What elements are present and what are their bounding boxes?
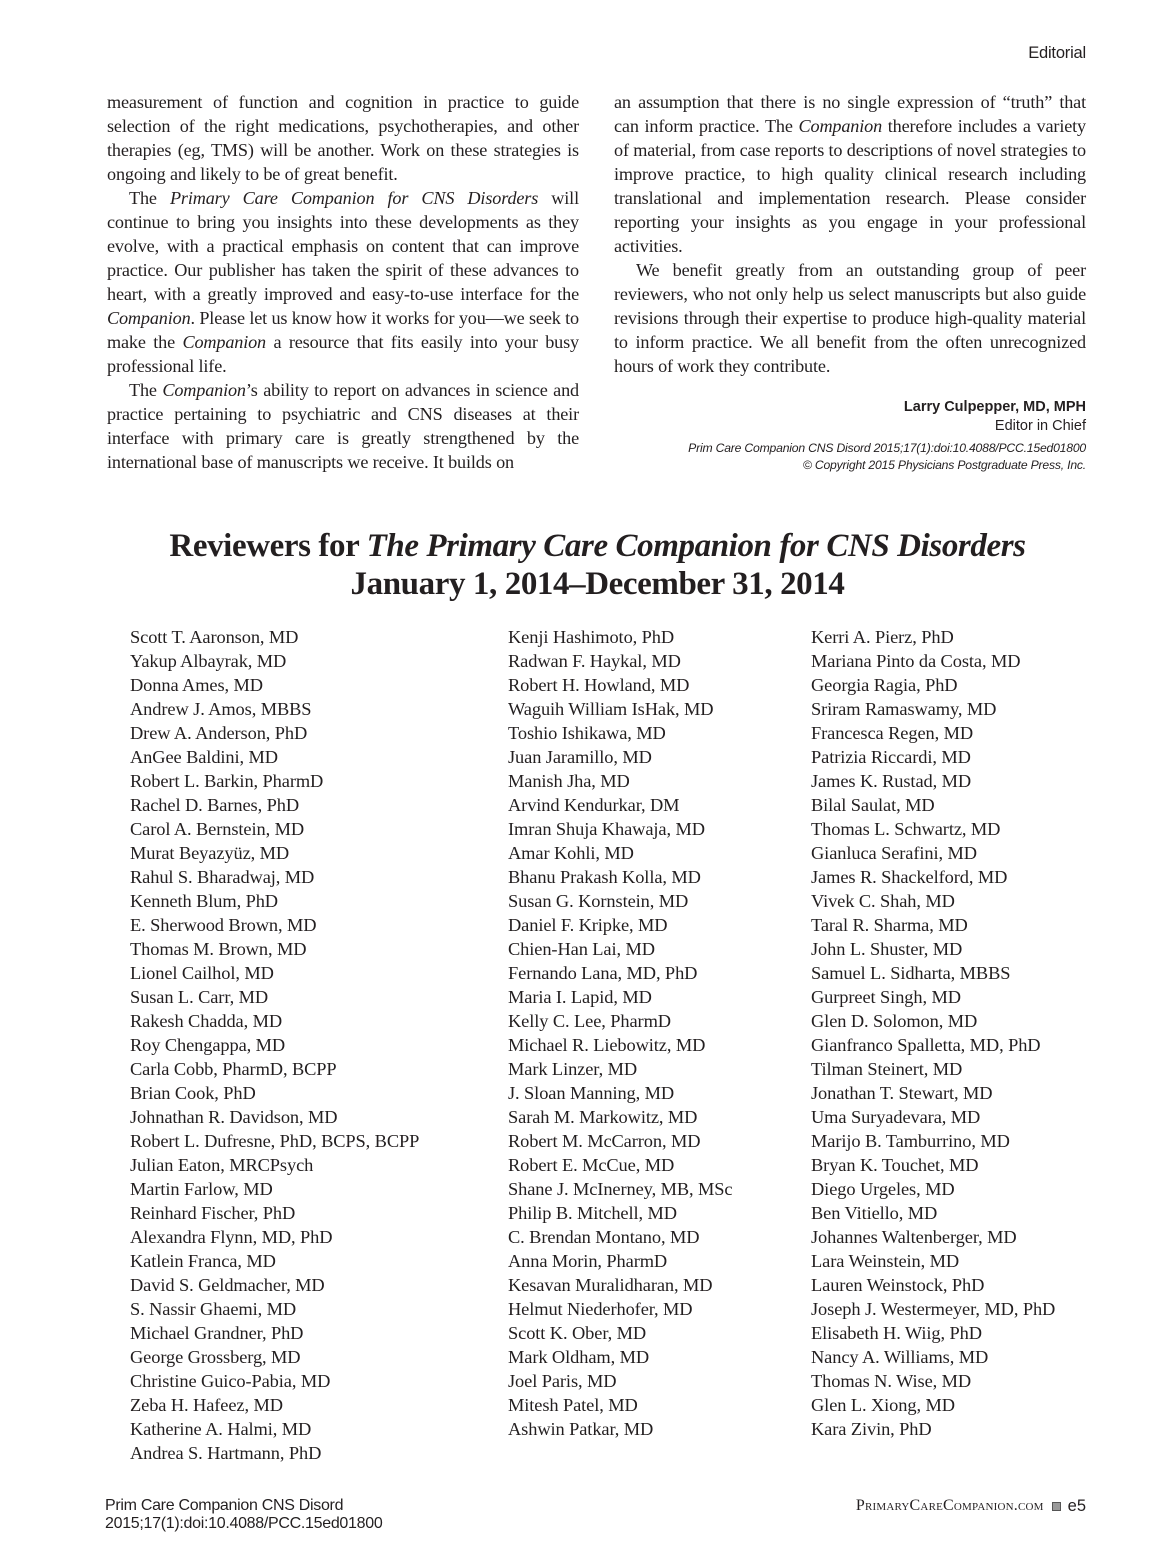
reviewer-name: Ashwin Patkar, MD <box>508 1419 654 1439</box>
reviewer-name: Helmut Niederhofer, MD <box>508 1299 693 1319</box>
reviewer-name: Sarah M. Markowitz, MD <box>508 1107 698 1127</box>
reviewer-name: Rahul S. Bharadwaj, MD <box>130 867 315 887</box>
reviewer-name: Joel Paris, MD <box>508 1371 617 1391</box>
reviewer-name: George Grossberg, MD <box>130 1347 301 1367</box>
reviewer-name: Bryan K. Touchet, MD <box>811 1155 979 1175</box>
reviewer-name: Imran Shuja Khawaja, MD <box>508 819 705 839</box>
reviewer-name: Lara Weinstein, MD <box>811 1251 960 1271</box>
reviewer-name: Georgia Ragia, PhD <box>811 675 958 695</box>
reviewer-name: Robert E. McCue, MD <box>508 1155 675 1175</box>
reviewer-name: James R. Shackelford, MD <box>811 867 1008 887</box>
reviewer-name: S. Nassir Ghaemi, MD <box>130 1299 297 1319</box>
reviewer-name: Vivek C. Shah, MD <box>811 891 955 911</box>
reviewers-heading <box>0 527 1170 603</box>
italic-text: Companion <box>798 116 883 136</box>
reviewer-name: Michael R. Liebowitz, MD <box>508 1035 706 1055</box>
footer-site-page <box>856 1497 1086 1515</box>
reviewer-name: Arvind Kendurkar, DM <box>508 795 680 815</box>
reviewer-name: Kerri A. Pierz, PhD <box>811 627 954 647</box>
reviewer-name: Gianfranco Spalletta, MD, PhD <box>811 1035 1041 1055</box>
reviewer-name: Tilman Steinert, MD <box>811 1059 963 1079</box>
reviewers-title-prefix: Reviewers for <box>169 528 367 564</box>
text-run: therefore includes a variety of material, from case reports to descriptions of novel strategies to improve practice, to high quality clinical research including translational and implementation research. Please consider reporting your insights as you engage in your professional activities. <box>614 116 1086 256</box>
reviewer-name: J. Sloan Manning, MD <box>508 1083 675 1103</box>
reviewer-name: Mark Linzer, MD <box>508 1059 638 1079</box>
italic-text: Companion <box>107 308 191 328</box>
reviewer-name: Christine Guico-Pabia, MD <box>130 1371 331 1391</box>
reviewer-name: Martin Farlow, MD <box>130 1179 273 1199</box>
reviewer-name: Philip B. Mitchell, MD <box>508 1203 677 1223</box>
text-run: an assumption that there is no single expression of “truth” that can inform practice. The <box>614 92 1086 136</box>
footer-citation <box>105 1497 382 1533</box>
journal-title: The Primary Care Companion for CNS Disorders <box>366 528 1026 564</box>
reviewer-name: Alexandra Flynn, MD, PhD <box>130 1227 333 1247</box>
reviewer-name: Maria I. Lapid, MD <box>508 987 652 1007</box>
reviewer-name: Katherine A. Halmi, MD <box>130 1419 312 1439</box>
editorial-signoff <box>688 398 1086 474</box>
reviewer-name: Roy Chengappa, MD <box>130 1035 286 1055</box>
reviewer-name: Chien-Han Lai, MD <box>508 939 655 959</box>
reviewer-name: Rachel D. Barnes, PhD <box>130 795 300 815</box>
reviewer-name: Drew A. Anderson, PhD <box>130 723 308 743</box>
reviewer-name: Glen D. Solomon, MD <box>811 1011 978 1031</box>
reviewer-name: Gurpreet Singh, MD <box>811 987 961 1007</box>
text-run: The <box>129 188 170 208</box>
text-run: We benefit greatly from an outstanding group of peer reviewers, who not only help us select manuscripts but also guide revisions through their expertise to produce high-quality material to inform practice. We all benefit from the often unrecognized hours of work they contribute. <box>614 260 1086 376</box>
reviewer-name: Reinhard Fischer, PhD <box>130 1203 296 1223</box>
reviewer-name: Ben Vitiello, MD <box>811 1203 938 1223</box>
author-name: Larry Culpepper, MD, MPH <box>903 399 1086 415</box>
reviewer-name: Johannes Waltenberger, MD <box>811 1227 1017 1247</box>
reviewer-name: Mariana Pinto da Costa, MD <box>811 651 1021 671</box>
footer-doi: 2015;17(1):doi:10.4088/PCC.15ed01800 <box>105 1515 383 1532</box>
reviewer-name: Amar Kohli, MD <box>508 843 634 863</box>
reviewer-name: Carla Cobb, PharmD, BCPP <box>130 1059 337 1079</box>
text-run: . Please let us know how it works for you—we seek to make the <box>107 308 579 352</box>
reviewer-name: Mitesh Patel, MD <box>508 1395 638 1415</box>
page-number: e5 <box>1067 1497 1086 1515</box>
reviewer-name: Toshio Ishikawa, MD <box>508 723 666 743</box>
italic-text: Companion <box>162 380 246 400</box>
reviewer-name: Mark Oldham, MD <box>508 1347 650 1367</box>
reviewer-name: Sriram Ramaswamy, MD <box>811 699 997 719</box>
reviewer-name: Thomas N. Wise, MD <box>811 1371 972 1391</box>
reviewer-name: Radwan F. Haykal, MD <box>508 651 681 671</box>
reviewer-name: Robert L. Barkin, PharmD <box>130 771 324 791</box>
copyright-notice: © Copyright 2015 Physicians Postgraduate Press, Inc. <box>802 458 1086 472</box>
reviewer-name: Katlein Franca, MD <box>130 1251 276 1271</box>
reviewer-name: James K. Rustad, MD <box>811 771 972 791</box>
reviewer-name: Anna Morin, PharmD <box>508 1251 668 1271</box>
reviewer-name: Andrea S. Hartmann, PhD <box>130 1443 322 1463</box>
reviewer-name: Robert H. Howland, MD <box>508 675 690 695</box>
reviewer-name: Nancy A. Williams, MD <box>811 1347 989 1367</box>
reviewer-column-1 <box>130 625 419 1465</box>
reviewer-name: Johnathan R. Davidson, MD <box>130 1107 338 1127</box>
editorial-paragraph <box>107 378 579 474</box>
reviewer-name: Manish Jha, MD <box>508 771 630 791</box>
reviewer-name: Scott T. Aaronson, MD <box>130 627 299 647</box>
reviewer-name: E. Sherwood Brown, MD <box>130 915 317 935</box>
footer-journal: Prim Care Companion CNS Disord <box>105 1497 344 1514</box>
reviewer-name: Kenji Hashimoto, PhD <box>508 627 675 647</box>
reviewers-date-range: January 1, 2014–December 31, 2014 <box>350 566 845 602</box>
reviewer-name: Andrew J. Amos, MBBS <box>130 699 312 719</box>
reviewer-name: Kenneth Blum, PhD <box>130 891 278 911</box>
reviewer-name: Uma Suryadevara, MD <box>811 1107 981 1127</box>
reviewer-name: Marijo B. Tamburrino, MD <box>811 1131 1010 1151</box>
reviewer-name: Joseph J. Westermeyer, MD, PhD <box>811 1299 1056 1319</box>
reviewer-name: Taral R. Sharma, MD <box>811 915 968 935</box>
reviewer-name: Kelly C. Lee, PharmD <box>508 1011 671 1031</box>
reviewer-name: Robert L. Dufresne, PhD, BCPS, BCPP <box>130 1131 420 1151</box>
text-run: will continue to bring you insights into these developments as they evolve, with a practical emphasis on content that can improve practice. Our publisher has taken the spirit of these advances to heart, with a greatly improved and easy-to-use interface for the <box>107 188 579 304</box>
text-run: ’s ability to report on advances in science and practice pertaining to psychiatric and CNS diseases at their interface with primary care is greatly strengthened by the international base of manuscripts we receive. It builds on <box>107 380 579 472</box>
reviewer-name: Fernando Lana, MD, PhD <box>508 963 698 983</box>
reviewer-name: Lauren Weinstock, PhD <box>811 1275 985 1295</box>
italic-text: Companion <box>182 332 266 352</box>
reviewer-name: Juan Jaramillo, MD <box>508 747 652 767</box>
reviewer-name: Carol A. Bernstein, MD <box>130 819 305 839</box>
reviewer-name: C. Brendan Montano, MD <box>508 1227 700 1247</box>
reviewer-name: Shane J. McInerney, MB, MSc <box>508 1179 733 1199</box>
reviewer-column-2 <box>508 625 732 1441</box>
reviewers-title-line <box>0 527 1170 565</box>
reviewer-name: Samuel L. Sidharta, MBBS <box>811 963 1011 983</box>
reviewer-name: Kesavan Muralidharan, MD <box>508 1275 713 1295</box>
reviewer-name: Glen L. Xiong, MD <box>811 1395 955 1415</box>
author-role: Editor in Chief <box>994 418 1086 434</box>
italic-text: Primary Care Companion for CNS Disorders <box>169 188 539 208</box>
reviewer-name: Murat Beyazyüz, MD <box>130 843 290 863</box>
reviewer-name: Donna Ames, MD <box>130 675 263 695</box>
text-run: The <box>129 380 163 400</box>
reviewer-name: Michael Grandner, PhD <box>130 1323 304 1343</box>
editorial-paragraph <box>614 90 1086 258</box>
reviewer-name: Jonathan T. Stewart, MD <box>811 1083 993 1103</box>
running-head: Editorial <box>1028 44 1086 62</box>
square-bullet-icon <box>1052 1502 1061 1511</box>
reviewer-name: Brian Cook, PhD <box>130 1083 256 1103</box>
text-run: a resource that fits easily into your busy professional life. <box>107 332 579 376</box>
reviewer-name: Zeba H. Hafeez, MD <box>130 1395 283 1415</box>
reviewer-name: Gianluca Serafini, MD <box>811 843 977 863</box>
reviewer-name: Diego Urgeles, MD <box>811 1179 955 1199</box>
reviewer-name: Elisabeth H. Wiig, PhD <box>811 1323 982 1343</box>
reviewer-name: Bhanu Prakash Kolla, MD <box>508 867 701 887</box>
reviewer-name: Francesca Regen, MD <box>811 723 974 743</box>
reviewer-name: Yakup Albayrak, MD <box>130 651 287 671</box>
article-citation: Prim Care Companion CNS Disord 2015;17(1):doi:10.4088/PCC.15ed01800 <box>688 441 1086 455</box>
reviewer-name: Thomas M. Brown, MD <box>130 939 307 959</box>
editorial-right-column <box>614 90 1086 378</box>
reviewer-name: Daniel F. Kripke, MD <box>508 915 668 935</box>
text-run: measurement of function and cognition in practice to guide selection of the right medications, psychotherapies, and other therapies (eg, TMS) will be another. Work on these strategies is ongoing and likely to be of great benefit. <box>107 92 579 184</box>
reviewer-name: Rakesh Chadda, MD <box>130 1011 283 1031</box>
reviewer-name: David S. Geldmacher, MD <box>130 1275 325 1295</box>
reviewer-name: Waguih William IsHak, MD <box>508 699 714 719</box>
reviewer-column-3 <box>811 625 1055 1441</box>
editorial-paragraph <box>107 186 579 378</box>
editorial-paragraph <box>614 258 1086 378</box>
reviewer-name: Scott K. Ober, MD <box>508 1323 647 1343</box>
reviewer-name: Robert M. McCarron, MD <box>508 1131 701 1151</box>
reviewer-name: Susan G. Kornstein, MD <box>508 891 689 911</box>
reviewer-name: AnGee Baldini, MD <box>130 747 278 767</box>
reviewer-name: Kara Zivin, PhD <box>811 1419 932 1439</box>
reviewer-name: Bilal Saulat, MD <box>811 795 935 815</box>
editorial-paragraph <box>107 90 579 186</box>
reviewer-name: John L. Shuster, MD <box>811 939 963 959</box>
reviewer-name: Lionel Cailhol, MD <box>130 963 274 983</box>
editorial-left-column <box>107 90 579 474</box>
reviewer-name: Patrizia Riccardi, MD <box>811 747 971 767</box>
reviewer-name: Susan L. Carr, MD <box>130 987 269 1007</box>
reviewer-name: Thomas L. Schwartz, MD <box>811 819 1001 839</box>
footer-site-link[interactable]: PrimaryCareCompanion.com <box>855 1497 1044 1514</box>
reviewer-name: Julian Eaton, MRCPsych <box>130 1155 314 1175</box>
